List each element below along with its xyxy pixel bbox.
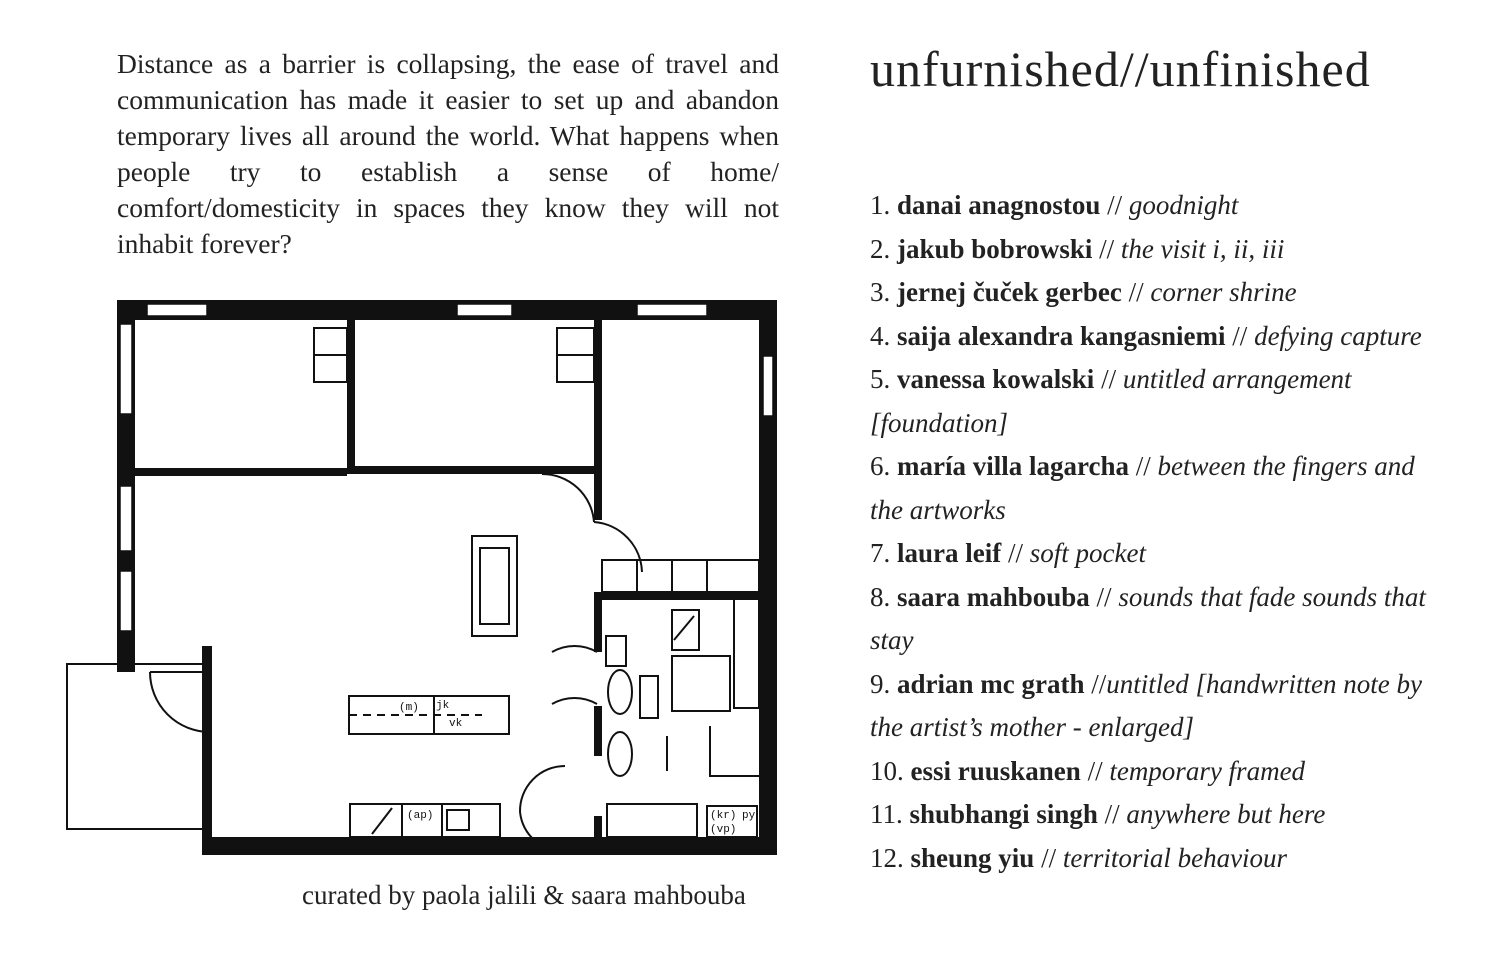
work-number: 8. <box>870 581 891 612</box>
work-number: 6. <box>870 451 891 481</box>
separator: // <box>1092 233 1121 264</box>
work-number: 9. <box>870 668 891 699</box>
artist-name: essi ruuskanen <box>910 755 1081 786</box>
artist-name: danai anagnostou <box>897 190 1101 220</box>
plan-label-laundry-c: py <box>742 810 756 822</box>
plan-label-dishwasher: (ap) <box>407 810 434 822</box>
work-item <box>870 184 1440 228</box>
work-number: 4. <box>870 320 891 351</box>
artist-name: saara mahbouba <box>897 581 1090 612</box>
work-item <box>870 837 1440 881</box>
work-title: defying capture <box>1254 320 1422 351</box>
work-item <box>870 228 1440 272</box>
plan-label-laundry-b: (vp) <box>710 824 737 836</box>
artist-name: shubhangi singh <box>909 799 1098 829</box>
dining-table <box>472 536 517 636</box>
work-number: 7. <box>870 538 891 568</box>
work-number: 11. <box>870 799 903 829</box>
work-number: 3. <box>870 277 891 307</box>
curator-credit: curated by paola jalili & saara mahbouba <box>302 880 746 910</box>
work-number: 5. <box>870 364 891 394</box>
artist-name: laura leif <box>897 538 1002 568</box>
work-item <box>870 793 1440 837</box>
separator: // <box>1121 277 1151 307</box>
exhibition-title: unfurnished//unfinished <box>870 41 1371 97</box>
intro-paragraph: Distance as a barrier is collapsing, the ease of travel and communication has made it easier to set up and abandon temporary lives all around the world. What happens when people try to establish a sense of home/ comfort/domesticity in spaces they know they will not inhabit forever? <box>117 48 779 259</box>
separator: // <box>1089 581 1119 612</box>
plan-label-laundry-a: (kr) <box>710 810 737 822</box>
separator: // <box>1094 364 1123 394</box>
separator: // <box>1097 799 1127 829</box>
work-number: 10. <box>870 755 904 786</box>
work-title: territorial behaviour <box>1062 842 1288 873</box>
work-title: soft pocket <box>1029 538 1146 568</box>
work-number: 2. <box>870 233 891 264</box>
separator: // <box>1128 451 1158 481</box>
wall-bottom <box>202 837 777 855</box>
work-item <box>870 315 1440 359</box>
plan-label-counter-b: vk <box>449 718 463 730</box>
plan-label-hob: (m) <box>399 702 419 714</box>
work-title: sounds that fade sounds that stay <box>870 581 1426 655</box>
separator: // <box>1080 755 1110 786</box>
artist-name: maría villa lagarcha <box>897 451 1129 481</box>
artist-name: jakub bobrowski <box>897 233 1093 264</box>
work-title: temporary framed <box>1109 755 1306 786</box>
balcony <box>67 664 207 829</box>
work-title: untitled arrangement [foundation] <box>870 364 1352 438</box>
kitchen-island <box>349 696 509 734</box>
separator: // <box>1225 320 1255 351</box>
work-number: 1. <box>870 190 891 220</box>
artist-name: jernej čuček gerbec <box>897 277 1122 307</box>
separator: // <box>1084 668 1107 699</box>
artist-name: vanessa kowalski <box>897 364 1095 394</box>
work-number: 12. <box>870 842 904 873</box>
work-title: the visit i, ii, iii <box>1120 233 1285 264</box>
artist-name: saija alexandra kangasniemi <box>897 320 1226 351</box>
floor-plan <box>62 296 782 861</box>
work-item <box>870 576 1440 663</box>
work-title: corner shrine <box>1150 277 1297 307</box>
work-item <box>870 445 1440 532</box>
separator: // <box>1034 842 1063 873</box>
artist-name: sheung yiu <box>910 842 1035 873</box>
work-title: goodnight <box>1128 190 1239 220</box>
separator: // <box>1001 538 1030 568</box>
work-title: between the fingers and the artworks <box>870 451 1415 525</box>
work-item <box>870 532 1440 576</box>
works-list <box>870 184 1440 880</box>
work-title: anywhere but here <box>1126 799 1326 829</box>
work-item <box>870 750 1440 794</box>
work-item <box>870 663 1440 750</box>
work-title: untitled [handwritten note by the artist’s mother - enlarged] <box>870 668 1422 742</box>
separator: // <box>1100 190 1129 220</box>
work-item <box>870 271 1440 315</box>
artist-name: adrian mc grath <box>897 668 1085 699</box>
work-item <box>870 358 1440 445</box>
plan-label-counter-a: jk <box>436 700 450 712</box>
